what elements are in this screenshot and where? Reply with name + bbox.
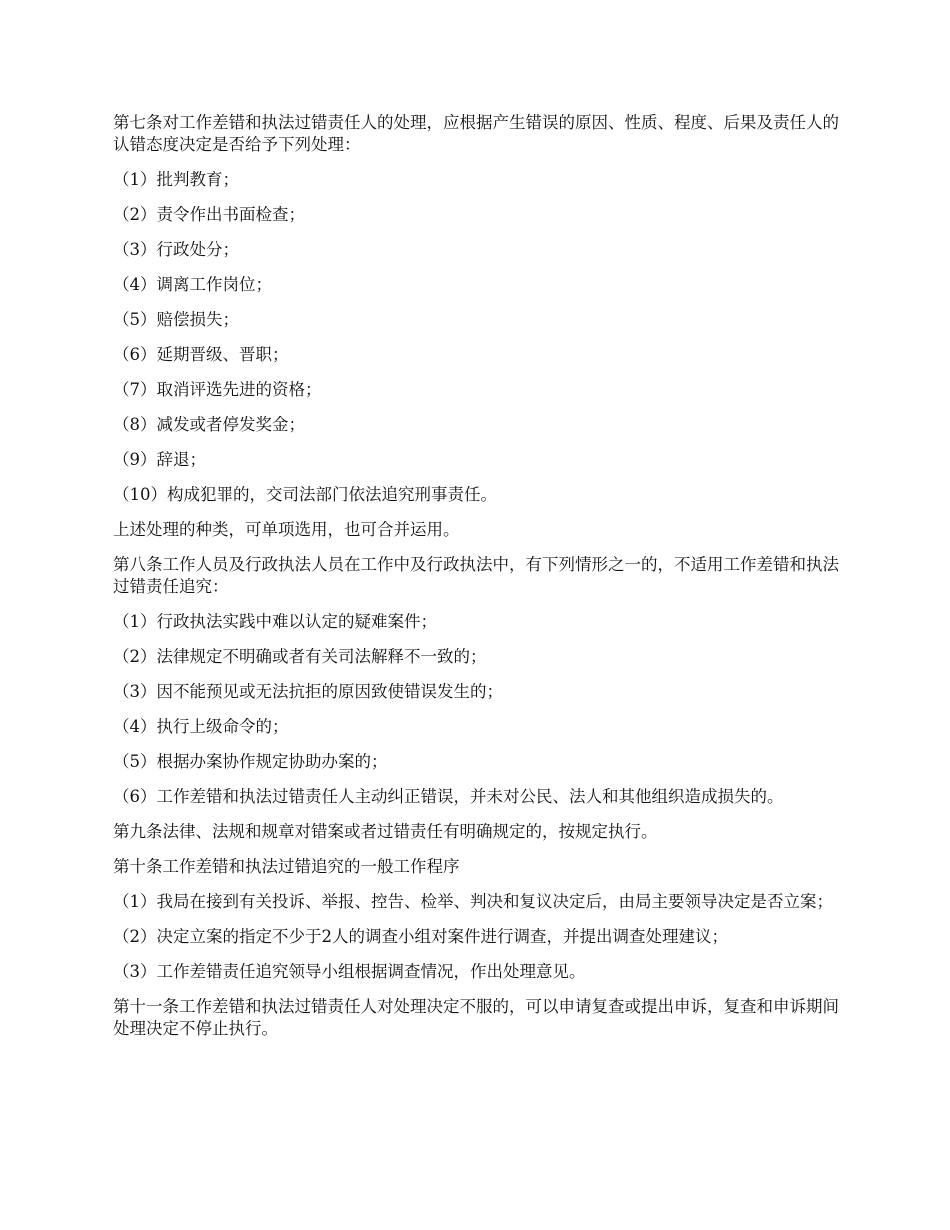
document-body	[113, 112, 841, 1053]
article-7-item-1: （1）批判教育；	[113, 170, 239, 189]
article-10-item-1: （1）我局在接到有关投诉、举报、控告、检举、判决和复议决定后，由局主要领导决定是否立案；	[113, 892, 833, 911]
article-11: 第十一条工作差错和执法过错责任人对处理决定不服的，可以申请复查或提出申诉，复查和申诉期间处理决定不停止执行。	[113, 997, 839, 1038]
article-7-item-4: （4）调离工作岗位；	[113, 275, 272, 294]
article-10-item-2: （2）决定立案的指定不少于2人的调查小组对案件进行调查，并提出调查处理建议；	[113, 927, 728, 946]
article-9: 第九条法律、法规和规章对错案或者过错责任有明确规定的，按规定执行。	[113, 822, 658, 841]
article-7-intro: 第七条对工作差错和执法过错责任人的处理，应根据产生错误的原因、性质、程度、后果及责任人的认错态度决定是否给予下列处理：	[113, 113, 839, 154]
article-10-intro: 第十条工作差错和执法过错追究的一般工作程序	[113, 857, 460, 876]
article-7-item-10: （10）构成犯罪的，交司法部门依法追究刑事责任。	[113, 485, 497, 504]
article-7-note: 上述处理的种类，可单项选用，也可合并运用。	[113, 520, 460, 539]
article-8-item-1: （1）行政执法实践中难以认定的疑难案件；	[113, 612, 437, 631]
article-7-item-5: （5）赔偿损失；	[113, 310, 239, 329]
article-8-item-2: （2）法律规定不明确或者有关司法解释不一致的；	[113, 647, 487, 666]
article-7-item-8: （8）减发或者停发奖金；	[113, 415, 305, 434]
article-8-intro: 第八条工作人员及行政执法人员在工作中及行政执法中，有下列情形之一的，不适用工作差错和执法过错责任追究：	[113, 555, 839, 596]
article-7-item-2: （2）责令作出书面检查；	[113, 205, 305, 224]
article-8-item-4: （4）执行上级命令的；	[113, 717, 289, 736]
article-10-item-3: （3）工作差错责任追究领导小组根据调查情况，作出处理意见。	[113, 962, 586, 981]
article-7-item-7: （7）取消评选先进的资格；	[113, 380, 322, 399]
article-8-item-3: （3）因不能预见或无法抗拒的原因致使错误发生的；	[113, 682, 503, 701]
article-7-item-3: （3）行政处分；	[113, 240, 239, 259]
article-7-item-6: （6）延期晋级、晋职；	[113, 345, 289, 364]
article-8-item-6: （6）工作差错和执法过错责任人主动纠正错误，并未对公民、法人和其他组织造成损失的。	[113, 787, 784, 806]
article-8-item-5: （5）根据办案协作规定协助办案的；	[113, 752, 388, 771]
article-7-item-9: （9）辞退；	[113, 450, 206, 469]
